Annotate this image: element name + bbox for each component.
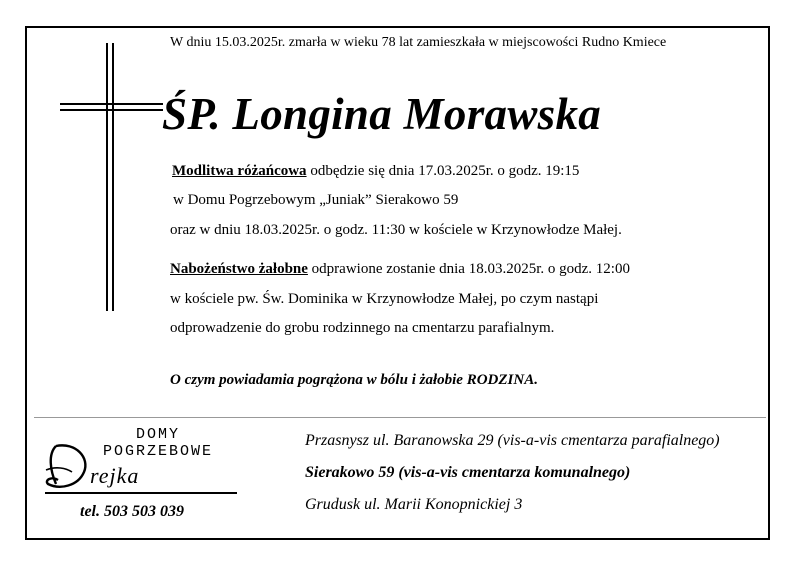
logo-phone: tel. 503 503 039 <box>80 503 184 520</box>
deceased-name: ŚP. Longina Morawska <box>162 89 602 139</box>
logo-d-icon <box>42 440 94 492</box>
funeral-text: odprawione zostanie dnia 18.03.2025r. o godz. 12:00 <box>307 261 630 277</box>
rosary-line-3: oraz w dniu 18.03.2025r. o godz. 11:30 w kościele w Krzynowłodze Małej. <box>170 222 622 238</box>
logo-underline <box>45 492 237 494</box>
funeral-label: Nabożeństwo żałobne <box>170 261 308 277</box>
rosary-label: Modlitwa różańcowa <box>172 163 307 179</box>
rosary-text: odbędzie się dnia 17.03.2025r. o godz. 19:15 <box>306 163 580 179</box>
rosary-line-2: w Domu Pogrzebowym „Juniak” Sierakowo 59 <box>173 192 459 208</box>
cross-vertical-bar <box>106 43 108 311</box>
funeral-line-3: odprowadzenie do grobu rodzinnego na cmentarzu parafialnym. <box>170 320 555 336</box>
cross-horizontal-bar <box>60 103 163 105</box>
funeral-line-1 <box>170 261 630 278</box>
cross-horizontal-bar <box>60 109 163 111</box>
rosary-line-1 <box>172 163 579 180</box>
logo-domy: DOMY <box>136 426 181 443</box>
address-przasnysz: Przasnysz ul. Baranowska 29 (vis-a-vis cmentarza parafialnego) <box>305 432 720 449</box>
logo-pogrzebowe: POGRZEBOWE <box>103 443 214 460</box>
intro-text: W dniu 15.03.2025r. zmarła w wieku 78 lat zamieszkała w miejscowości Rudno Kmiece <box>170 35 667 50</box>
address-sierakowo: Sierakowo 59 (vis-a-vis cmentarza komunalnego) <box>305 464 631 481</box>
logo-rejka: rejka <box>90 463 140 488</box>
funeral-line-2: w kościele pw. Św. Dominika w Krzynowłodze Małej, po czym nastąpi <box>170 291 599 307</box>
cross-vertical-bar <box>112 43 114 311</box>
divider <box>34 417 766 418</box>
closing-text: O czym powiadamia pogrążona w bólu i żałobie RODZINA. <box>170 372 538 388</box>
address-grudusk: Grudusk ul. Marii Konopnickiej 3 <box>305 496 523 513</box>
